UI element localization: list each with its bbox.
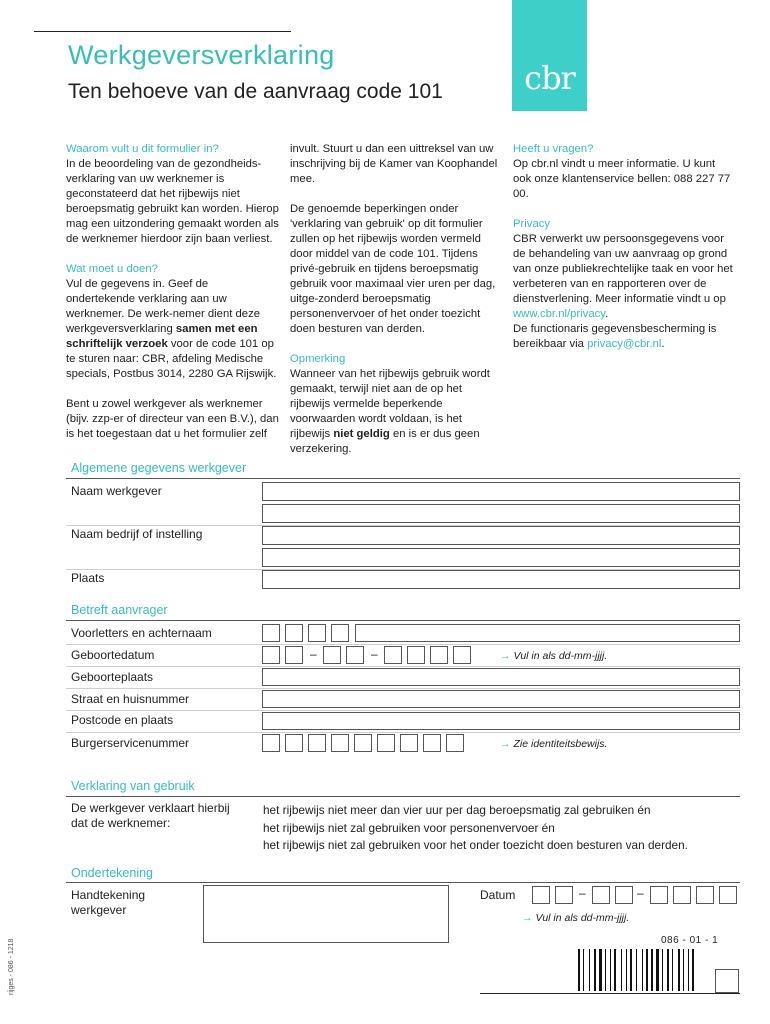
sign-date-day-2[interactable] — [555, 886, 573, 904]
intro-column-2 — [290, 142, 504, 472]
birthdate-hint: → Vul in als dd-mm-jjjj. — [500, 650, 608, 662]
page-subtitle: Ten behoeve van de aanvraag code 101 — [68, 80, 443, 103]
section-title-employer: Algemene gegevens werkgever — [71, 461, 247, 475]
bsn-label: Burgerservicenummer — [71, 736, 190, 750]
intro-heading-remark: Opmerking — [290, 353, 346, 365]
section-divider — [66, 620, 740, 621]
intro-text-kvk: invult. Stuurt u dan een uittreksel van uw inschrijving bij de Kamer van Koophandel mee. — [290, 143, 498, 185]
date-separator: – — [579, 886, 586, 900]
privacy-email-link[interactable]: privacy@cbr.nl — [587, 338, 662, 350]
section-divider — [66, 478, 740, 479]
bsn-box-1[interactable] — [262, 734, 280, 752]
corner-marker — [715, 969, 739, 993]
section-divider — [66, 882, 740, 883]
bsn-box-5[interactable] — [354, 734, 372, 752]
top-rule — [34, 31, 291, 32]
initial-box-2[interactable] — [285, 624, 303, 642]
bsn-box-4[interactable] — [331, 734, 349, 752]
declaration-label: De werkgever verklaart hierbij dat de werknemer: — [71, 801, 230, 830]
birthdate-month-1[interactable] — [323, 646, 341, 664]
intro-text-questions: Op cbr.nl vindt u meer informatie. U kunt ook onze klantenservice bellen: 088 227 77 00. — [513, 158, 731, 200]
barcode-bar — [678, 949, 680, 991]
birthplace-field[interactable] — [262, 668, 740, 686]
section-title-signing: Ondertekening — [71, 866, 154, 880]
sign-date-month-2[interactable] — [615, 886, 633, 904]
logo-text: cbr — [524, 59, 575, 97]
intro-heading-questions: Heeft u vragen? — [513, 143, 594, 155]
date-label: Datum — [480, 888, 516, 902]
row-divider — [66, 644, 740, 645]
row-divider — [66, 710, 740, 711]
barcode-bar — [662, 949, 663, 991]
date-separator: – — [371, 647, 378, 661]
birthdate-label: Geboortedatum — [71, 648, 155, 662]
row-divider — [66, 688, 740, 689]
place-field[interactable] — [262, 570, 740, 589]
section-title-applicant: Betreft aanvrager — [71, 603, 168, 617]
barcode-bar — [610, 949, 611, 991]
surname-field[interactable] — [355, 624, 740, 642]
birthdate-day-1[interactable] — [262, 646, 280, 664]
sign-date-year-2[interactable] — [673, 886, 691, 904]
declaration-item-1: het rijbewijs niet meer dan vier uur per dag beroepsmatig zal gebruiken én — [263, 803, 651, 817]
cbr-logo — [512, 0, 587, 111]
sign-date-day-1[interactable] — [532, 886, 550, 904]
barcode-bar — [630, 949, 632, 991]
intro-text-dpo: De functionaris gegevensbescherming is bereikbaar via privacy@cbr.nl. — [513, 323, 717, 350]
sign-date-year-4[interactable] — [719, 886, 737, 904]
signature-field[interactable] — [203, 885, 449, 943]
section-title-declaration: Verklaring van gebruik — [71, 779, 195, 793]
barcode-bar — [589, 949, 590, 991]
sign-date-hint: → Vul in als dd-mm-jjjj. — [522, 912, 630, 924]
row-divider — [66, 732, 740, 733]
intro-text-what: Vul de gegevens in. Geef de ondertekende verklaring aan uw werknemer. De werk-nemer dient deze werkgeversverklaring samen met een schriftelijk verzoek voor de code 101 op te sturen naar: CBR, afdeling Medische specials, Postbus 3014, 2280 GA Rijswijk. — [66, 278, 277, 380]
barcode-bar — [594, 949, 596, 991]
initials-name-label: Voorletters en achternaam — [71, 626, 212, 640]
bsn-box-8[interactable] — [423, 734, 441, 752]
intro-column-1 — [66, 142, 279, 457]
arrow-right-icon: → — [500, 738, 511, 750]
form-code: 086 - 01 - 1 — [661, 935, 719, 946]
barcode-bar — [599, 949, 602, 991]
bsn-box-6[interactable] — [377, 734, 395, 752]
barcode-bar — [672, 949, 673, 991]
barcode-bar — [621, 949, 622, 991]
page-title: Werkgeversverklaring — [68, 40, 335, 70]
barcode-bar — [646, 949, 648, 991]
intro-text-remark: Wanneer van het rijbewijs gebruik wordt gemaakt, terwijl niet aan de op het rijbewijs vermelde beperkende voorwaarden wordt voldaan, is het rijbewijs niet geldig en is er dus geen verzekering. — [290, 368, 490, 455]
intro-text-self: Bent u zowel werkgever als werknemer (bijv. zzp-er of directeur van een B.V.), dan is het toegestaan dat u het formulier zelf — [66, 398, 279, 440]
intro-column-3 — [513, 142, 733, 367]
bsn-box-9[interactable] — [446, 734, 464, 752]
arrow-right-icon: → — [522, 912, 533, 924]
barcode-bar — [667, 949, 669, 991]
arrow-right-icon: → — [500, 650, 511, 662]
initial-box-1[interactable] — [262, 624, 280, 642]
employer-name-field-1[interactable] — [262, 482, 740, 501]
intro-heading-privacy: Privacy — [513, 218, 551, 230]
birthdate-year-4[interactable] — [453, 646, 471, 664]
declaration-item-2: het rijbewijs niet zal gebruiken voor personenvervoer én — [263, 821, 555, 835]
barcode-bar — [683, 949, 684, 991]
sign-date-year-1[interactable] — [650, 886, 668, 904]
birthdate-year-2[interactable] — [407, 646, 425, 664]
intro-text-why: In de beoordeling van de gezondheids-verklaring van uw werknemer is geconstateerd dat het rijbewijs niet beroepsmatig gebruikt kan worden. Hierop mag een uitzondering gemaakt worden als de werknemer hierdoor zijn baan verliest. — [66, 158, 279, 245]
bsn-hint: → Zie identiteitsbewijs. — [500, 738, 608, 750]
date-separator: – — [310, 647, 317, 661]
place-label: Plaats — [71, 571, 105, 585]
barcode-bar — [626, 949, 627, 991]
birthplace-label: Geboorteplaats — [71, 670, 154, 684]
barcode-bar — [583, 949, 584, 991]
company-name-field-1[interactable] — [262, 526, 740, 545]
privacy-link[interactable]: www.cbr.nl/privacy — [513, 308, 606, 320]
employer-name-label: Naam werkgever — [71, 484, 162, 498]
barcode-bar — [578, 949, 580, 991]
birthdate-month-2[interactable] — [346, 646, 364, 664]
intro-heading-what: Wat moet u doen? — [66, 263, 158, 275]
bsn-box-7[interactable] — [400, 734, 418, 752]
date-separator: – — [637, 886, 644, 900]
intro-text-privacy: CBR verwerkt uw persoonsgegevens voor de behandeling van uw aanvraag op grond van onze publiekrechtelijke taak en voor het verbeteren van en rapporteren over de dienstverlening. Meer informatie vindt u op www.cbr.nl/privacy. — [513, 233, 733, 320]
company-name-label: Naam bedrijf of instelling — [71, 527, 203, 541]
barcode — [578, 949, 709, 991]
sign-date-year-3[interactable] — [696, 886, 714, 904]
street-field[interactable] — [262, 690, 740, 708]
birthdate-year-1[interactable] — [384, 646, 402, 664]
initial-box-3[interactable] — [308, 624, 326, 642]
employer-name-field-2[interactable] — [262, 504, 740, 523]
bsn-box-3[interactable] — [308, 734, 326, 752]
barcode-bar — [605, 949, 606, 991]
barcode-bar — [656, 949, 659, 991]
birthdate-day-2[interactable] — [285, 646, 303, 664]
barcode-bar — [692, 949, 694, 991]
side-form-reference: rijges - 086 - 1218 — [8, 938, 15, 995]
postal-field[interactable] — [262, 712, 740, 730]
initial-box-4[interactable] — [331, 624, 349, 642]
barcode-bar — [614, 949, 616, 991]
barcode-bar — [688, 949, 689, 991]
signature-label: Handtekening werkgever — [71, 888, 146, 917]
intro-text-restrictions: De genoemde beperkingen onder 'verklaring van gebruik' op dit formulier zullen op het rijbewijs worden vermeld door middel van de code 101. Tijdens privé-gebruik en tijdens beroepsmatig gebruik voor maximaal vier uren per dag, uitge-zonderd beroepsmatig personenvervoer of het onder toezicht doen besturen van derden. — [290, 203, 496, 335]
declaration-item-3: het rijbewijs niet zal gebruiken voor het onder toezicht doen besturen van derden. — [263, 838, 688, 852]
barcode-bar — [642, 949, 643, 991]
bsn-box-2[interactable] — [285, 734, 303, 752]
postal-label: Postcode en plaats — [71, 713, 174, 727]
barcode-bar — [651, 949, 653, 991]
sign-date-month-1[interactable] — [592, 886, 610, 904]
barcode-bar — [636, 949, 637, 991]
row-divider — [66, 666, 740, 667]
intro-heading-why: Waarom vult u dit formulier in? — [66, 143, 219, 155]
footer-rule — [480, 993, 740, 994]
street-label: Straat en huisnummer — [71, 692, 190, 706]
birthdate-year-3[interactable] — [430, 646, 448, 664]
section-divider — [66, 796, 740, 797]
company-name-field-2[interactable] — [262, 548, 740, 567]
